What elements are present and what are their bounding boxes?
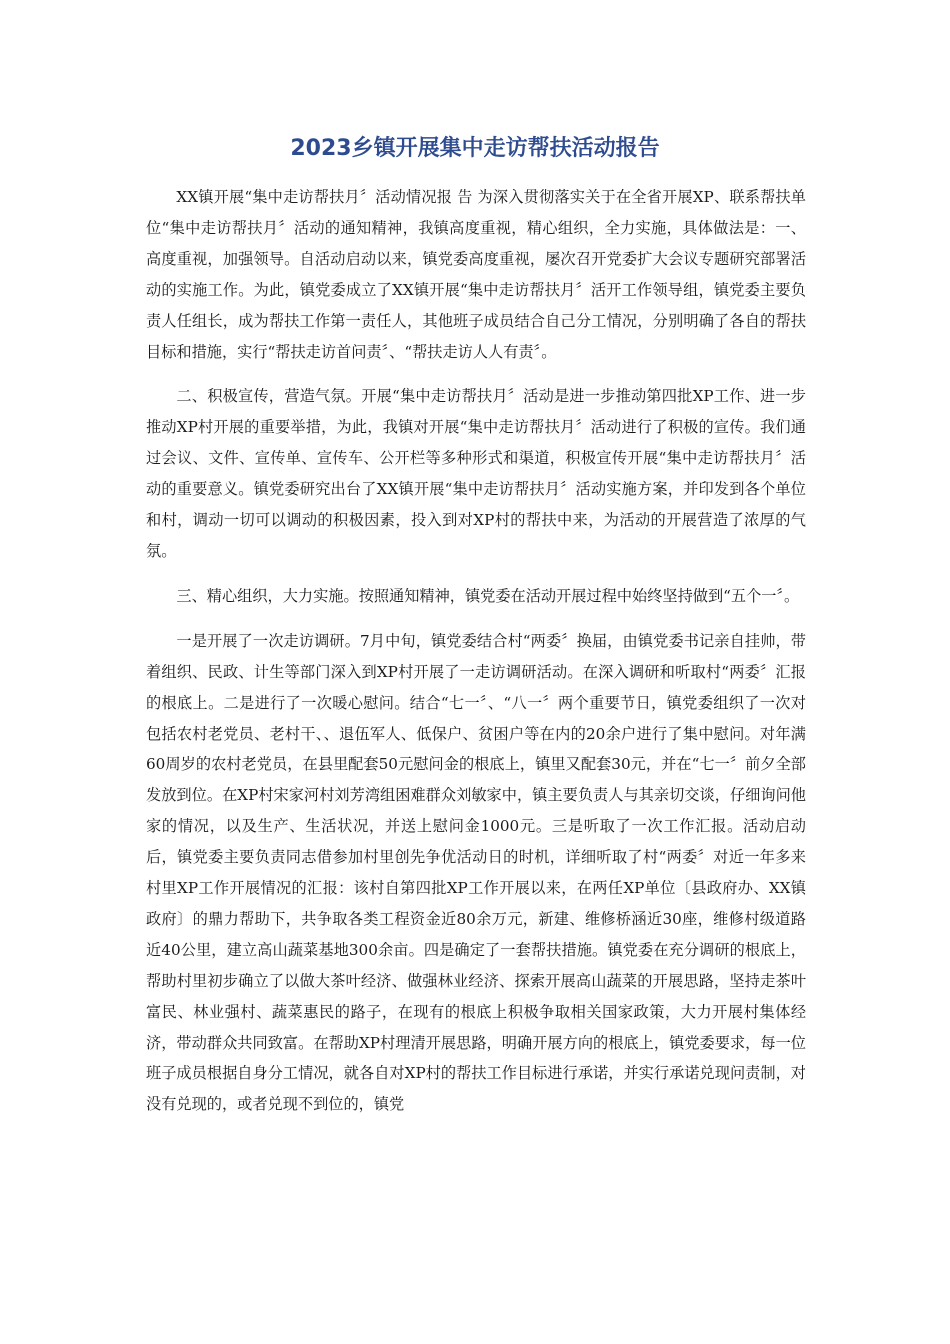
paragraph-organization: 三、精心组织，大力实施。按照通知精神，镇党委在活动开展过程中始终坚持做到“五个一〞。 [176,586,800,605]
document-title: 2023乡镇开展集中走访帮扶活动报告 [290,136,660,161]
document-body [146,182,806,1120]
paragraph-publicity: 二、积极宣传，营造气氛。开展“集中走访帮扶月〞活动是进一步推动第四批XP工作、进一步推动XP村开展的重要举措，为此，我镇对开展“集中走访帮扶月〞活动进行了积极的宣传。我们通过会议、文件、宣传单、宣传车、公开栏等多种形式和渠道，积极宣传开展“集中走访帮扶月〞活动的重要意义。镇党委研究出台了XX镇开展“集中走访帮扶月〞活动实施方案，并印发到各个单位和村，调动一切可以调动的积极因素，投入到对XP村的帮扶中来，为活动的开展营造了浓厚的气氛。 [146,387,806,560]
paragraph-intro: XX镇开展“集中走访帮扶月〞活动情况报 告 为深入贯彻落实关于在全省开展XP、联系帮扶单位“集中走访帮扶月〞活动的通知精神，我镇高度重视，精心组织，全力实施，具体做法是：一、高度重视，加强领导。自活动启动以来，镇党委高度重视，屡次召开党委扩大会议专题研究部署活动的实施工作。为此，镇党委成立了XX镇开展“集中走访帮扶月〞活开工作领导组，镇党委主要负责人任组长，成为帮扶工作第一责任人，其他班子成员结合自己分工情况，分别明确了各自的帮扶目标和措施，实行“帮扶走访首问责〞、“帮扶走访人人有责〞。 [146,188,806,361]
paragraph-five-ones: 一是开展了一次走访调研。7月中旬，镇党委结合村“两委〞换届，由镇党委书记亲自挂帅，带着组织、民政、计生等部门深入到XP村开展了一走访调研活动。在深入调研和听取村“两委〞汇报的根底上。二是进行了一次暖心慰问。结合“七一〞、“八一〞两个重要节日，镇党委组织了一次对包括农村老党员、老村干、、退伍军人、低保户、贫困户等在内的20余户进行了集中慰问。对年满60周岁的农村老党员，在县里配套50元慰问金的根底上，镇里又配套30元，并在“七一〞前夕全部发放到位。在XP村宋家河村刘芳湾组困难群众刘敏家中，镇主要负责人与其亲切交谈，仔细询问他家的情况，以及生产、生活状况，并送上慰问金1000元。三是听取了一次工作汇报。活动启动后，镇党委主要负责同志借参加村里创先争优活动日的时机，详细听取了村“两委〞对近一年多来村里XP工作开展情况的汇报：该村自第四批XP工作开展以来，在两任XP单位〔县政府办、XX镇政府〕的鼎力帮助下，共争取各类工程资金近80余万元，新建、维修桥涵近30座，维修村级道路近40公里，建立高山蔬菜基地300余亩。四是确定了一套帮扶措施。镇党委在充分调研的根底上，帮助村里初步确立了以做大茶叶经济、做强林业经济、探索开展高山蔬菜的开展思路，坚持走茶叶富民、林业强村、蔬菜惠民的路子，在现有的根底上积极争取相关国家政策，大力开展村集体经济，带动群众共同致富。在帮助XP村理清开展思路，明确开展方向的根底上，镇党委要求，每一位班子成员根据自身分工情况，就各自对XP村的帮扶工作目标进行承诺，并实行承诺兑现问责制，对没有兑现的，或者兑现不到位的，镇党 [146,631,806,1114]
